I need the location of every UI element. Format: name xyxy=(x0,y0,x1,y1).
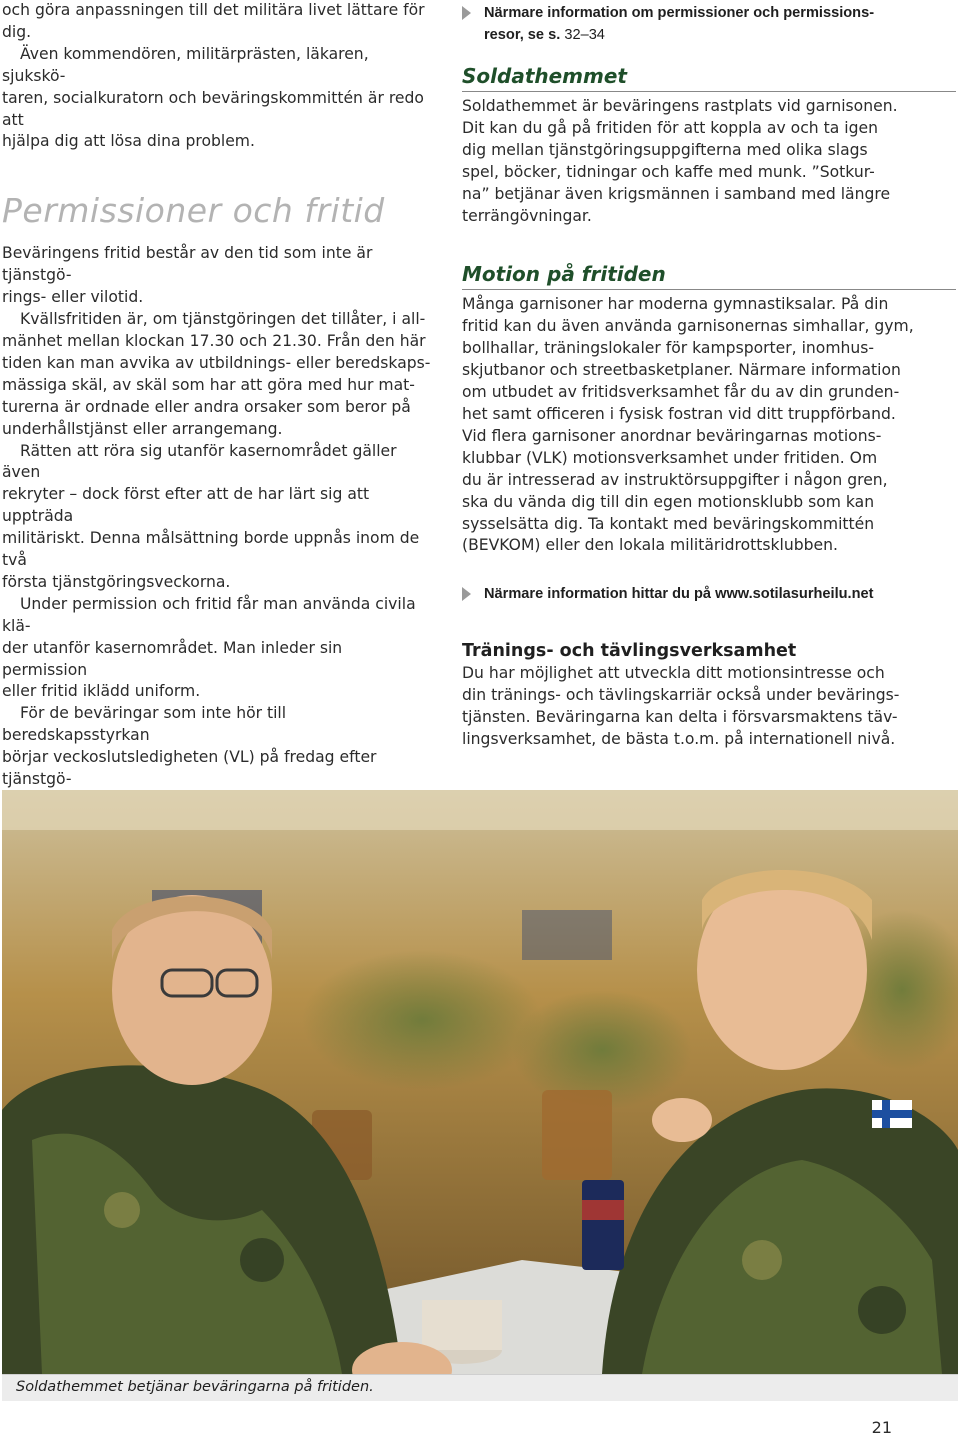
text-line: Kvällsfritiden är, om tjänstgöringen det tillåter, i all- xyxy=(20,310,426,329)
section-heading-soldathemmet: Soldathemmet xyxy=(462,63,956,92)
text-line: turerna är ordnade eller andra orsaker som beror på xyxy=(2,397,411,416)
page-number: 21 xyxy=(871,1418,892,1437)
text-line: tiden kan man avvika av utbildnings- eller beredskaps- xyxy=(2,353,431,372)
text-line: klubbar (VLK) motionsverksamhet under fritiden. Om xyxy=(462,448,878,467)
text-line: Vid flera garnisoner anordnar beväringarnas motions- xyxy=(462,426,882,445)
text-line: mänhet mellan klockan 17.30 och 21.30. Från den här xyxy=(2,331,426,350)
text-line: om utbudet av fritidsverksamhet får du av din grunden- xyxy=(462,383,900,402)
text-line: sysselsätta dig. Ta kontakt med beväringskommittén xyxy=(462,514,875,533)
section-heading-permissioner: Permissioner och fritid xyxy=(2,191,385,231)
text-line: eller fritid iklädd uniform. xyxy=(2,682,201,701)
text-line: na” betjänar även krigsmännen i samband med längre xyxy=(462,184,891,203)
text-line: terrängövningar. xyxy=(462,206,592,225)
photo-caption: Soldathemmet betjänar beväringarna på fritiden. xyxy=(16,1379,374,1395)
text-line: Beväringens fritid består av den tid som inte är tjänstgö- xyxy=(2,244,373,285)
chair xyxy=(542,1090,612,1180)
text-line: din tränings- och tävlingskarriär också under bevärings- xyxy=(462,686,900,705)
text-line: taren, socialkuratorn och beväringskommittén är redo att xyxy=(2,88,424,129)
text-line: börjar veckoslutsledigheten (VL) på fredag efter tjänstgö- xyxy=(2,748,377,789)
text-line: dig mellan tjänstgöringsuppgifterna med olika slags xyxy=(462,140,868,159)
text-line: Många garnisoner har moderna gymnastiksalar. På din xyxy=(462,295,889,314)
text-line: Rätten att röra sig utanför kasernområdet gäller även xyxy=(2,441,397,482)
camo-pattern xyxy=(104,1192,140,1228)
photo-caption-bar xyxy=(2,1374,958,1401)
note-text: resor, se s. xyxy=(484,27,561,43)
text-line: militäriskt. Denna målsättning borde uppnås inom de två xyxy=(2,529,420,570)
paragraph xyxy=(2,243,432,309)
text-line: bollhallar, träningslokaler för kampsporter, inomhus- xyxy=(462,339,875,358)
text-line: spel, böcker, tidningar och kaffe med munk. ”Sotkur- xyxy=(462,162,875,181)
text-line: Du har möjlighet att utveckla ditt motionsintresse och xyxy=(462,664,885,683)
text-line: skjutbanor och streetbasketplaner. Närmare information xyxy=(462,361,901,380)
text-line: der utanför kasernområdet. Man inleder sin permission xyxy=(2,638,343,679)
paragraph xyxy=(462,663,956,751)
text-line: hjälpa dig att lösa dina problem. xyxy=(2,132,255,151)
ceiling xyxy=(2,790,958,830)
wall-poster xyxy=(522,910,612,960)
paper-cup xyxy=(582,1180,624,1270)
text-line: fritid kan du även använda garnisonernas simhallar, gym, xyxy=(462,317,914,336)
info-note-permissioner xyxy=(462,2,956,46)
text-line: För de beväringar som inte hör till beredskapsstyrkan xyxy=(2,704,287,745)
right-column xyxy=(462,0,956,751)
note-text: Närmare information hittar du på www.sotilasurheilu.net xyxy=(484,586,874,603)
section-heading-tranings: Tränings- och tävlingsverksamhet xyxy=(462,641,797,662)
text-line: het samt officeren i fysisk fostran vid ditt truppförband. xyxy=(462,404,896,423)
note-line xyxy=(484,24,956,46)
text-line: du är intresserad av instruktörsuppgifter i någon gren, xyxy=(462,470,888,489)
intro-text xyxy=(2,0,432,153)
text-line: tjänsten. Beväringarna kan delta i försvarsmaktens täv- xyxy=(462,708,898,727)
info-note-motion xyxy=(462,583,956,605)
camo-pattern xyxy=(858,1286,906,1334)
triangle-right-icon xyxy=(462,587,471,601)
paragraph xyxy=(462,96,956,227)
hand xyxy=(652,1098,712,1142)
text-line: Även kommendören, militärprästen, läkaren, sjukskö- xyxy=(2,44,369,85)
text-line: Soldathemmet är beväringens rastplats vid garnisonen. xyxy=(462,97,898,115)
text-line: och göra anpassningen till det militära livet lättare för dig. xyxy=(2,1,425,41)
background-soldiers xyxy=(302,950,542,1090)
photo-illustration xyxy=(2,790,958,1374)
text-line: Under permission och fritid får man använda civila klä- xyxy=(2,594,416,635)
coffee-mug xyxy=(422,1300,502,1350)
photo-soldiers-cafeteria xyxy=(2,790,958,1374)
triangle-right-icon xyxy=(462,6,471,20)
text-line: första tjänstgöringsveckorna. xyxy=(2,572,231,591)
text-line: underhållstjänst eller arrangemang. xyxy=(2,419,283,438)
text-line: rekryter – dock först efter att de har lärt sig att uppträda xyxy=(2,485,370,526)
flag-patch xyxy=(872,1110,912,1118)
text-line: rings- eller vilotid. xyxy=(2,288,144,307)
text-line: Dit kan du gå på fritiden för att koppla av och ta igen xyxy=(462,118,878,137)
camo-pattern xyxy=(742,1240,782,1280)
text-line: lingsverksamhet, de bästa t.o.m. på internationell nivå. xyxy=(462,730,896,749)
text-line: mässiga skäl, av skäl som har att göra med hur mat- xyxy=(2,375,415,394)
note-line: Närmare information om permissioner och permissions- xyxy=(484,5,875,21)
section-heading-motion: Motion på fritiden xyxy=(462,261,956,290)
page-reference: 32–34 xyxy=(564,27,605,43)
text-line: ska du vända dig till din egen motionsklubb som kan xyxy=(462,492,875,511)
paragraph xyxy=(462,294,956,557)
paragraph xyxy=(2,309,432,440)
paper-cup xyxy=(582,1200,624,1220)
text-line: (BEVKOM) eller den lokala militäridrottsklubben. xyxy=(462,536,838,555)
paragraph xyxy=(2,441,432,594)
paragraph xyxy=(2,594,432,704)
camo-pattern xyxy=(240,1238,284,1282)
